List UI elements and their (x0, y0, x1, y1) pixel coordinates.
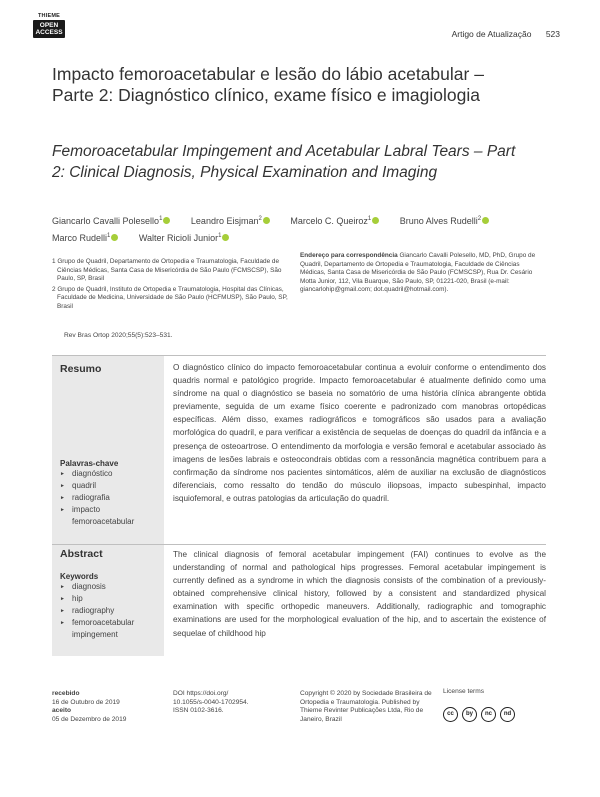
author-affiliation-ref: 2 (477, 216, 482, 222)
author-name: Leandro Eisjman (190, 216, 259, 226)
correspondence-label: Endereço para correspondência (300, 252, 398, 259)
accepted-label: aceito (52, 707, 72, 715)
correspondence-text: Giancarlo Cavalli Polesello, MD, PhD, Grupo de Quadril, Departamento de Ortopedia e Traumatologia, Faculdade de Ciências Médicas, Santa Casa de Misericórdia de São Paulo (FCMSCSP), Rua Dr. Cesário Motta Junior, 112, Vila Buarque, São Paulo, SP, 01221-020, Brasil (e-mail: giancarlohip@gmail.com; dot.quadril@hotmail.com). (300, 252, 536, 294)
logo-line-2: ACCESS (35, 29, 63, 36)
section-label: Artigo de Atualização (451, 29, 532, 39)
orcid-icon[interactable] (163, 217, 170, 224)
author[interactable] (52, 229, 118, 246)
affiliation: 2 Grupo de Quadril, Instituto de Ortopedia e Traumatologia, Hospital das Clínicas, Faculdade de Medicina, Universidade de São Paulo (HCFMUSP), São Paulo, SP, Brasil (52, 285, 288, 310)
orcid-icon[interactable] (222, 234, 229, 241)
resumo-text: O diagnóstico clínico do impacto femoroacetabular continua a evoluir conforme o entendimento dos quadris normal e patológico progride. Impacto femoroacetabular é atualmente definido como uma síndrome na qual o diagnóstico se baseia no somatório de uma história clínica abrangente obtida previamente, seguida de um exame físico coerente e padronizado com manobras ortopédicas específicas. Além disso, exames radiográficos e tomográficos são usados para a avaliação morfológica do quadril, e para verificar a existência de sequelas de doenças do quadril da infância e a presença de osteoartrose. O entendimento da morfologia e versão femoral e acetabular associado às imagens de lesões labrais e osteocondrais obtidas com a ressonância magnética contribuem para a confirmação da síndrome nos pacientes sintomáticos, além de auxiliar na exclusão de diagnósticos diferenciais, como ressalto do tendão do músculo iliopsoas, impacto subespinhal, impacto isquiofemoral, e outras patologias da articulação do quadril. (173, 363, 546, 503)
keyword: ► radiografia (60, 492, 164, 504)
author-name: Walter Ricioli Junior (138, 233, 219, 243)
received-label: recebido (52, 690, 80, 697)
keyword: ► quadril (60, 480, 164, 492)
publisher-logo (33, 13, 65, 38)
author[interactable] (139, 229, 230, 246)
author-name: Giancarlo Cavalli Polesello (52, 216, 160, 226)
title-english: Femoroacetabular Impingement and Acetabular Labral Tears – Part 2: Clinical Diagnosis, Physical Examination and Imaging (52, 143, 516, 181)
logo-line-1: OPEN (39, 22, 59, 29)
affiliation: 1 Grupo de Quadril, Departamento de Ortopedia e Traumatologia, Faculdade de Ciências Médicas, Santa Casa de Misericórdia de São Paulo (FCMSCSP), São Paulo, SP, Brasil (52, 258, 282, 283)
author[interactable] (191, 212, 270, 229)
page-number: 523 (545, 29, 560, 39)
received-date: 16 de Outubro de 2019 (52, 698, 120, 706)
author-name: Marco Rudelli (52, 233, 108, 243)
logo-publisher-name: THIEME (38, 13, 60, 19)
keyword: ► impacto femoroacetabular (60, 504, 164, 528)
doi-block (173, 690, 283, 716)
by-icon: by (462, 707, 477, 722)
abstract-text: The clinical diagnosis of femoral acetabular impingement (FAI) continues to evolve as the understanding of normal and pathological hips progresses. Femoral acetabular impingement is currently defined as a syndrome in which the diagnosis consists of the combination of a previously-obtained comprehensive clinical history, followed by a consistent and standardized physical examination with specific orthopedic maneuvers. Additionally, radiographic and tomographic examinations are used for the morphological evaluation of the hip, and to ascertain the existence of sequelae of childhood hip (173, 550, 546, 638)
keyword: ► femoroacetabular impingement (60, 617, 164, 641)
keyword: ► diagnosis (60, 581, 164, 593)
orcid-icon[interactable] (482, 217, 489, 224)
author[interactable] (400, 212, 489, 229)
orcid-icon[interactable] (263, 217, 270, 224)
cc-icon: cc (443, 707, 458, 722)
doi-link[interactable]: DOI https://doi.org/ (173, 690, 229, 697)
abstract-heading: Abstract (60, 548, 103, 560)
author-name: Marcelo C. Queiroz (290, 216, 368, 226)
keywords-heading: Keywords (60, 572, 99, 581)
author-list (52, 212, 562, 246)
doi-number[interactable]: 10.1055/s-0040-1702954. (173, 698, 249, 706)
palavras-chave-heading: Palavras-chave (60, 459, 119, 468)
resumo-sidebar (52, 356, 164, 544)
author-affiliation-ref: 1 (159, 216, 163, 222)
keyword: ► diagnóstico (60, 468, 164, 480)
dates (52, 690, 152, 724)
copyright: Copyright © 2020 by Sociedade Brasileira de Ortopedia e Traumatologia. Published by Thieme Revinter Publicações Ltda, Rio de Janeiro, Brazil (300, 690, 432, 723)
keyword: ► hip (60, 593, 164, 605)
orcid-icon[interactable] (372, 217, 379, 224)
nd-icon: nd (500, 707, 515, 722)
author[interactable] (290, 212, 379, 229)
affiliations (52, 258, 292, 314)
running-header (452, 29, 560, 39)
open-access-badge (33, 20, 65, 38)
author-affiliation-ref: 1 (218, 233, 222, 239)
license-label[interactable]: License terms (443, 688, 485, 695)
abstract-sidebar (52, 545, 164, 656)
license-icons[interactable] (443, 702, 519, 722)
author-affiliation-ref: 2 (258, 216, 262, 222)
orcid-icon[interactable] (111, 234, 118, 241)
correspondence (300, 252, 545, 295)
keyword-list (52, 581, 164, 641)
author-affiliation-ref: 1 (367, 216, 372, 222)
author-affiliation-ref: 1 (107, 233, 111, 239)
title-portuguese: Impacto femoroacetabular e lesão do lábio acetabular – Parte 2: Diagnóstico clínico, exame físico e imagiologia (52, 64, 484, 105)
author-name: Bruno Alves Rudelli (399, 216, 478, 226)
keyword: ► radiography (60, 605, 164, 617)
keyword-list (52, 468, 164, 528)
accepted-date: 05 de Dezembro de 2019 (52, 715, 127, 723)
author[interactable] (52, 212, 170, 229)
issn: ISSN 0102-3616. (173, 707, 224, 715)
citation: Rev Bras Ortop 2020;55(5):523–531. (64, 332, 173, 339)
resumo-heading: Resumo (60, 363, 102, 375)
nc-icon: nc (481, 707, 496, 722)
